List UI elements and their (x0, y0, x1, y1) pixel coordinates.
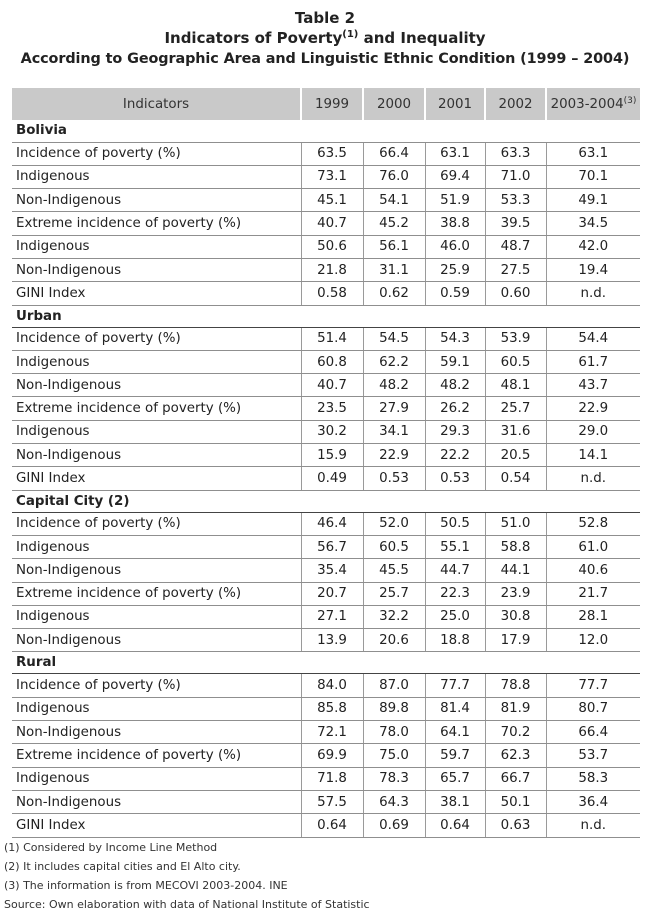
indicator-label: Extreme incidence of poverty (%) (12, 744, 301, 767)
table-row (12, 767, 640, 790)
value-cell: 40.7 (301, 374, 363, 397)
indicator-label: Extreme incidence of poverty (%) (12, 397, 301, 420)
value-cell: 46.4 (301, 512, 363, 535)
table-header (12, 88, 640, 120)
table-row (12, 420, 640, 443)
value-cell: 70.2 (485, 721, 546, 744)
indicator-label: Indigenous (12, 350, 301, 373)
value-cell: 60.8 (301, 350, 363, 373)
value-cell: 78.0 (363, 721, 425, 744)
indicator-label: Non-Indigenous (12, 444, 301, 467)
value-cell: 52.8 (546, 512, 640, 535)
value-cell: 20.5 (485, 444, 546, 467)
value-cell: 56.7 (301, 535, 363, 558)
value-cell: 63.1 (425, 142, 485, 165)
value-cell: 45.2 (363, 212, 425, 235)
value-cell: 48.1 (485, 374, 546, 397)
footnote-2: (2) It includes capital cities and El Alto city. (4, 860, 241, 873)
indicator-label: Indigenous (12, 535, 301, 558)
indicator-label: Extreme incidence of poverty (%) (12, 582, 301, 605)
value-cell: 14.1 (546, 444, 640, 467)
value-cell: 85.8 (301, 697, 363, 720)
value-cell: 0.64 (425, 814, 485, 837)
value-cell: 50.6 (301, 235, 363, 258)
value-cell: 61.0 (546, 535, 640, 558)
table-row (12, 212, 640, 235)
value-cell: 25.7 (363, 582, 425, 605)
table-row (12, 350, 640, 373)
value-cell: 81.9 (485, 697, 546, 720)
value-cell: 0.53 (425, 467, 485, 490)
value-cell: 43.7 (546, 374, 640, 397)
indicator-label: Non-Indigenous (12, 258, 301, 281)
indicator-label: Indigenous (12, 605, 301, 628)
value-cell: 58.8 (485, 535, 546, 558)
value-cell: 0.64 (301, 814, 363, 837)
section-heading: Rural (12, 652, 640, 674)
value-cell: 13.9 (301, 629, 363, 652)
indicator-label: Indigenous (12, 767, 301, 790)
indicator-label: Indigenous (12, 697, 301, 720)
value-cell: 23.9 (485, 582, 546, 605)
value-cell: 20.7 (301, 582, 363, 605)
value-cell: 31.6 (485, 420, 546, 443)
value-cell: 15.9 (301, 444, 363, 467)
footnotes (4, 838, 644, 914)
value-cell: 26.2 (425, 397, 485, 420)
table-row (12, 374, 640, 397)
value-cell: 48.7 (485, 235, 546, 258)
value-cell: 25.7 (485, 397, 546, 420)
value-cell: 45.5 (363, 559, 425, 582)
table-row (12, 814, 640, 837)
value-cell: 73.1 (301, 165, 363, 188)
value-cell: 35.4 (301, 559, 363, 582)
value-cell: 0.69 (363, 814, 425, 837)
value-cell: 81.4 (425, 697, 485, 720)
value-cell: 71.8 (301, 767, 363, 790)
indicator-label: Incidence of poverty (%) (12, 512, 301, 535)
value-cell: 31.1 (363, 258, 425, 281)
value-cell: 28.1 (546, 605, 640, 628)
footnote-3: (3) The information is from MECOVI 2003-2004. INE (4, 879, 288, 892)
indicator-label: Extreme incidence of poverty (%) (12, 212, 301, 235)
table-row (12, 582, 640, 605)
value-cell: 22.2 (425, 444, 485, 467)
value-cell: 52.0 (363, 512, 425, 535)
value-cell: 51.4 (301, 327, 363, 350)
value-cell: 80.7 (546, 697, 640, 720)
value-cell: 62.2 (363, 350, 425, 373)
value-cell: 60.5 (363, 535, 425, 558)
indicator-label: Non-Indigenous (12, 374, 301, 397)
value-cell: 22.9 (546, 397, 640, 420)
header-2000: 2000 (363, 88, 425, 120)
indicator-label: Non-Indigenous (12, 189, 301, 212)
value-cell: 53.7 (546, 744, 640, 767)
value-cell: 30.2 (301, 420, 363, 443)
value-cell: 78.8 (485, 674, 546, 697)
indicator-label: Non-Indigenous (12, 559, 301, 582)
value-cell: 59.1 (425, 350, 485, 373)
table-row (12, 189, 640, 212)
value-cell: 72.1 (301, 721, 363, 744)
value-cell: 32.2 (363, 605, 425, 628)
table-row (12, 467, 640, 490)
value-cell: 27.5 (485, 258, 546, 281)
value-cell: 64.3 (363, 790, 425, 813)
table-row (12, 744, 640, 767)
value-cell: 51.9 (425, 189, 485, 212)
value-cell: 0.58 (301, 282, 363, 305)
indicator-label: Incidence of poverty (%) (12, 327, 301, 350)
value-cell: 66.7 (485, 767, 546, 790)
value-cell: 34.1 (363, 420, 425, 443)
value-cell: 17.9 (485, 629, 546, 652)
table-row (12, 327, 640, 350)
table-number: Table 2 (294, 9, 356, 27)
value-cell: 69.9 (301, 744, 363, 767)
value-cell: 30.8 (485, 605, 546, 628)
value-cell: 87.0 (363, 674, 425, 697)
value-cell: 77.7 (425, 674, 485, 697)
value-cell: 54.3 (425, 327, 485, 350)
value-cell: 40.6 (546, 559, 640, 582)
indicators-table (12, 88, 640, 838)
table-row (12, 444, 640, 467)
indicator-label: Incidence of poverty (%) (12, 142, 301, 165)
value-cell: 0.49 (301, 467, 363, 490)
indicator-label: Incidence of poverty (%) (12, 674, 301, 697)
value-cell: 54.5 (363, 327, 425, 350)
value-cell: 59.7 (425, 744, 485, 767)
table-subtitle: According to Geographic Area and Linguistic Ethnic Condition (1999 – 2004) (20, 51, 630, 67)
value-cell: 44.7 (425, 559, 485, 582)
value-cell: 75.0 (363, 744, 425, 767)
value-cell: 21.8 (301, 258, 363, 281)
value-cell: 55.1 (425, 535, 485, 558)
table-row (12, 697, 640, 720)
value-cell: 66.4 (363, 142, 425, 165)
indicator-label: Non-Indigenous (12, 790, 301, 813)
value-cell: 63.1 (546, 142, 640, 165)
value-cell: 29.0 (546, 420, 640, 443)
value-cell: 36.4 (546, 790, 640, 813)
value-cell: 76.0 (363, 165, 425, 188)
section-row (12, 120, 640, 142)
value-cell: n.d. (546, 282, 640, 305)
indicator-label: Non-Indigenous (12, 721, 301, 744)
value-cell: 51.0 (485, 512, 546, 535)
section-heading: Bolivia (12, 120, 640, 142)
section-row (12, 652, 640, 674)
value-cell: 45.1 (301, 189, 363, 212)
value-cell: 19.4 (546, 258, 640, 281)
footnote-1: (1) Considered by Income Line Method (4, 841, 218, 854)
indicator-label: Non-Indigenous (12, 629, 301, 652)
value-cell: n.d. (546, 467, 640, 490)
value-cell: 34.5 (546, 212, 640, 235)
source-note: Source: Own elaboration with data of National Institute of Statistic (4, 898, 370, 911)
table-row (12, 397, 640, 420)
value-cell: 48.2 (425, 374, 485, 397)
value-cell: 53.9 (485, 327, 546, 350)
value-cell: 22.9 (363, 444, 425, 467)
table-row (12, 535, 640, 558)
indicator-label: Indigenous (12, 165, 301, 188)
value-cell: 56.1 (363, 235, 425, 258)
value-cell: 23.5 (301, 397, 363, 420)
indicator-label: GINI Index (12, 467, 301, 490)
indicator-label: Indigenous (12, 420, 301, 443)
table-row (12, 605, 640, 628)
table-title (0, 28, 650, 49)
table-row (12, 165, 640, 188)
value-cell: 65.7 (425, 767, 485, 790)
table-row (12, 721, 640, 744)
title-text-pre: Indicators of Poverty (164, 29, 343, 47)
value-cell: 70.1 (546, 165, 640, 188)
header-row (12, 88, 640, 120)
value-cell: 48.2 (363, 374, 425, 397)
value-cell: 62.3 (485, 744, 546, 767)
header-2001: 2001 (425, 88, 485, 120)
value-cell: 0.54 (485, 467, 546, 490)
value-cell: 27.9 (363, 397, 425, 420)
indicator-label: GINI Index (12, 814, 301, 837)
header-1999: 1999 (301, 88, 363, 120)
value-cell: 46.0 (425, 235, 485, 258)
indicator-label: Indigenous (12, 235, 301, 258)
value-cell: 27.1 (301, 605, 363, 628)
table-row (12, 235, 640, 258)
value-cell: 89.8 (363, 697, 425, 720)
value-cell: 21.7 (546, 582, 640, 605)
table-row (12, 282, 640, 305)
section-heading: Capital City (2) (12, 490, 640, 512)
value-cell: 18.8 (425, 629, 485, 652)
value-cell: 25.0 (425, 605, 485, 628)
value-cell: 78.3 (363, 767, 425, 790)
section-heading: Urban (12, 305, 640, 327)
header-2002: 2002 (485, 88, 546, 120)
value-cell: 49.1 (546, 189, 640, 212)
value-cell: n.d. (546, 814, 640, 837)
value-cell: 77.7 (546, 674, 640, 697)
value-cell: 63.3 (485, 142, 546, 165)
value-cell: 57.5 (301, 790, 363, 813)
value-cell: 50.5 (425, 512, 485, 535)
value-cell: 38.8 (425, 212, 485, 235)
value-cell: 66.4 (546, 721, 640, 744)
value-cell: 84.0 (301, 674, 363, 697)
value-cell: 0.63 (485, 814, 546, 837)
value-cell: 20.6 (363, 629, 425, 652)
section-row (12, 490, 640, 512)
value-cell: 0.62 (363, 282, 425, 305)
value-cell: 39.5 (485, 212, 546, 235)
header-2003-2004-text: 2003-2004 (550, 96, 624, 112)
value-cell: 61.7 (546, 350, 640, 373)
indicator-label: GINI Index (12, 282, 301, 305)
value-cell: 22.3 (425, 582, 485, 605)
header-2003-2004 (546, 88, 640, 120)
value-cell: 54.4 (546, 327, 640, 350)
table-row (12, 512, 640, 535)
value-cell: 64.1 (425, 721, 485, 744)
table-body (12, 120, 640, 837)
value-cell: 12.0 (546, 629, 640, 652)
value-cell: 71.0 (485, 165, 546, 188)
section-row (12, 305, 640, 327)
value-cell: 0.59 (425, 282, 485, 305)
value-cell: 25.9 (425, 258, 485, 281)
table-row (12, 790, 640, 813)
value-cell: 53.3 (485, 189, 546, 212)
value-cell: 0.60 (485, 282, 546, 305)
value-cell: 42.0 (546, 235, 640, 258)
value-cell: 60.5 (485, 350, 546, 373)
title-text-post: and Inequality (358, 29, 486, 47)
table-row (12, 142, 640, 165)
value-cell: 58.3 (546, 767, 640, 790)
value-cell: 0.53 (363, 467, 425, 490)
table-row (12, 674, 640, 697)
footnote-ref: (1) (342, 29, 359, 40)
header-indicators: Indicators (12, 88, 301, 120)
value-cell: 69.4 (425, 165, 485, 188)
table-row (12, 629, 640, 652)
value-cell: 50.1 (485, 790, 546, 813)
table-caption (0, 8, 650, 70)
value-cell: 54.1 (363, 189, 425, 212)
header-footnote-ref: (3) (623, 95, 637, 106)
table-row (12, 258, 640, 281)
value-cell: 40.7 (301, 212, 363, 235)
value-cell: 63.5 (301, 142, 363, 165)
value-cell: 38.1 (425, 790, 485, 813)
table-row (12, 559, 640, 582)
value-cell: 29.3 (425, 420, 485, 443)
value-cell: 44.1 (485, 559, 546, 582)
